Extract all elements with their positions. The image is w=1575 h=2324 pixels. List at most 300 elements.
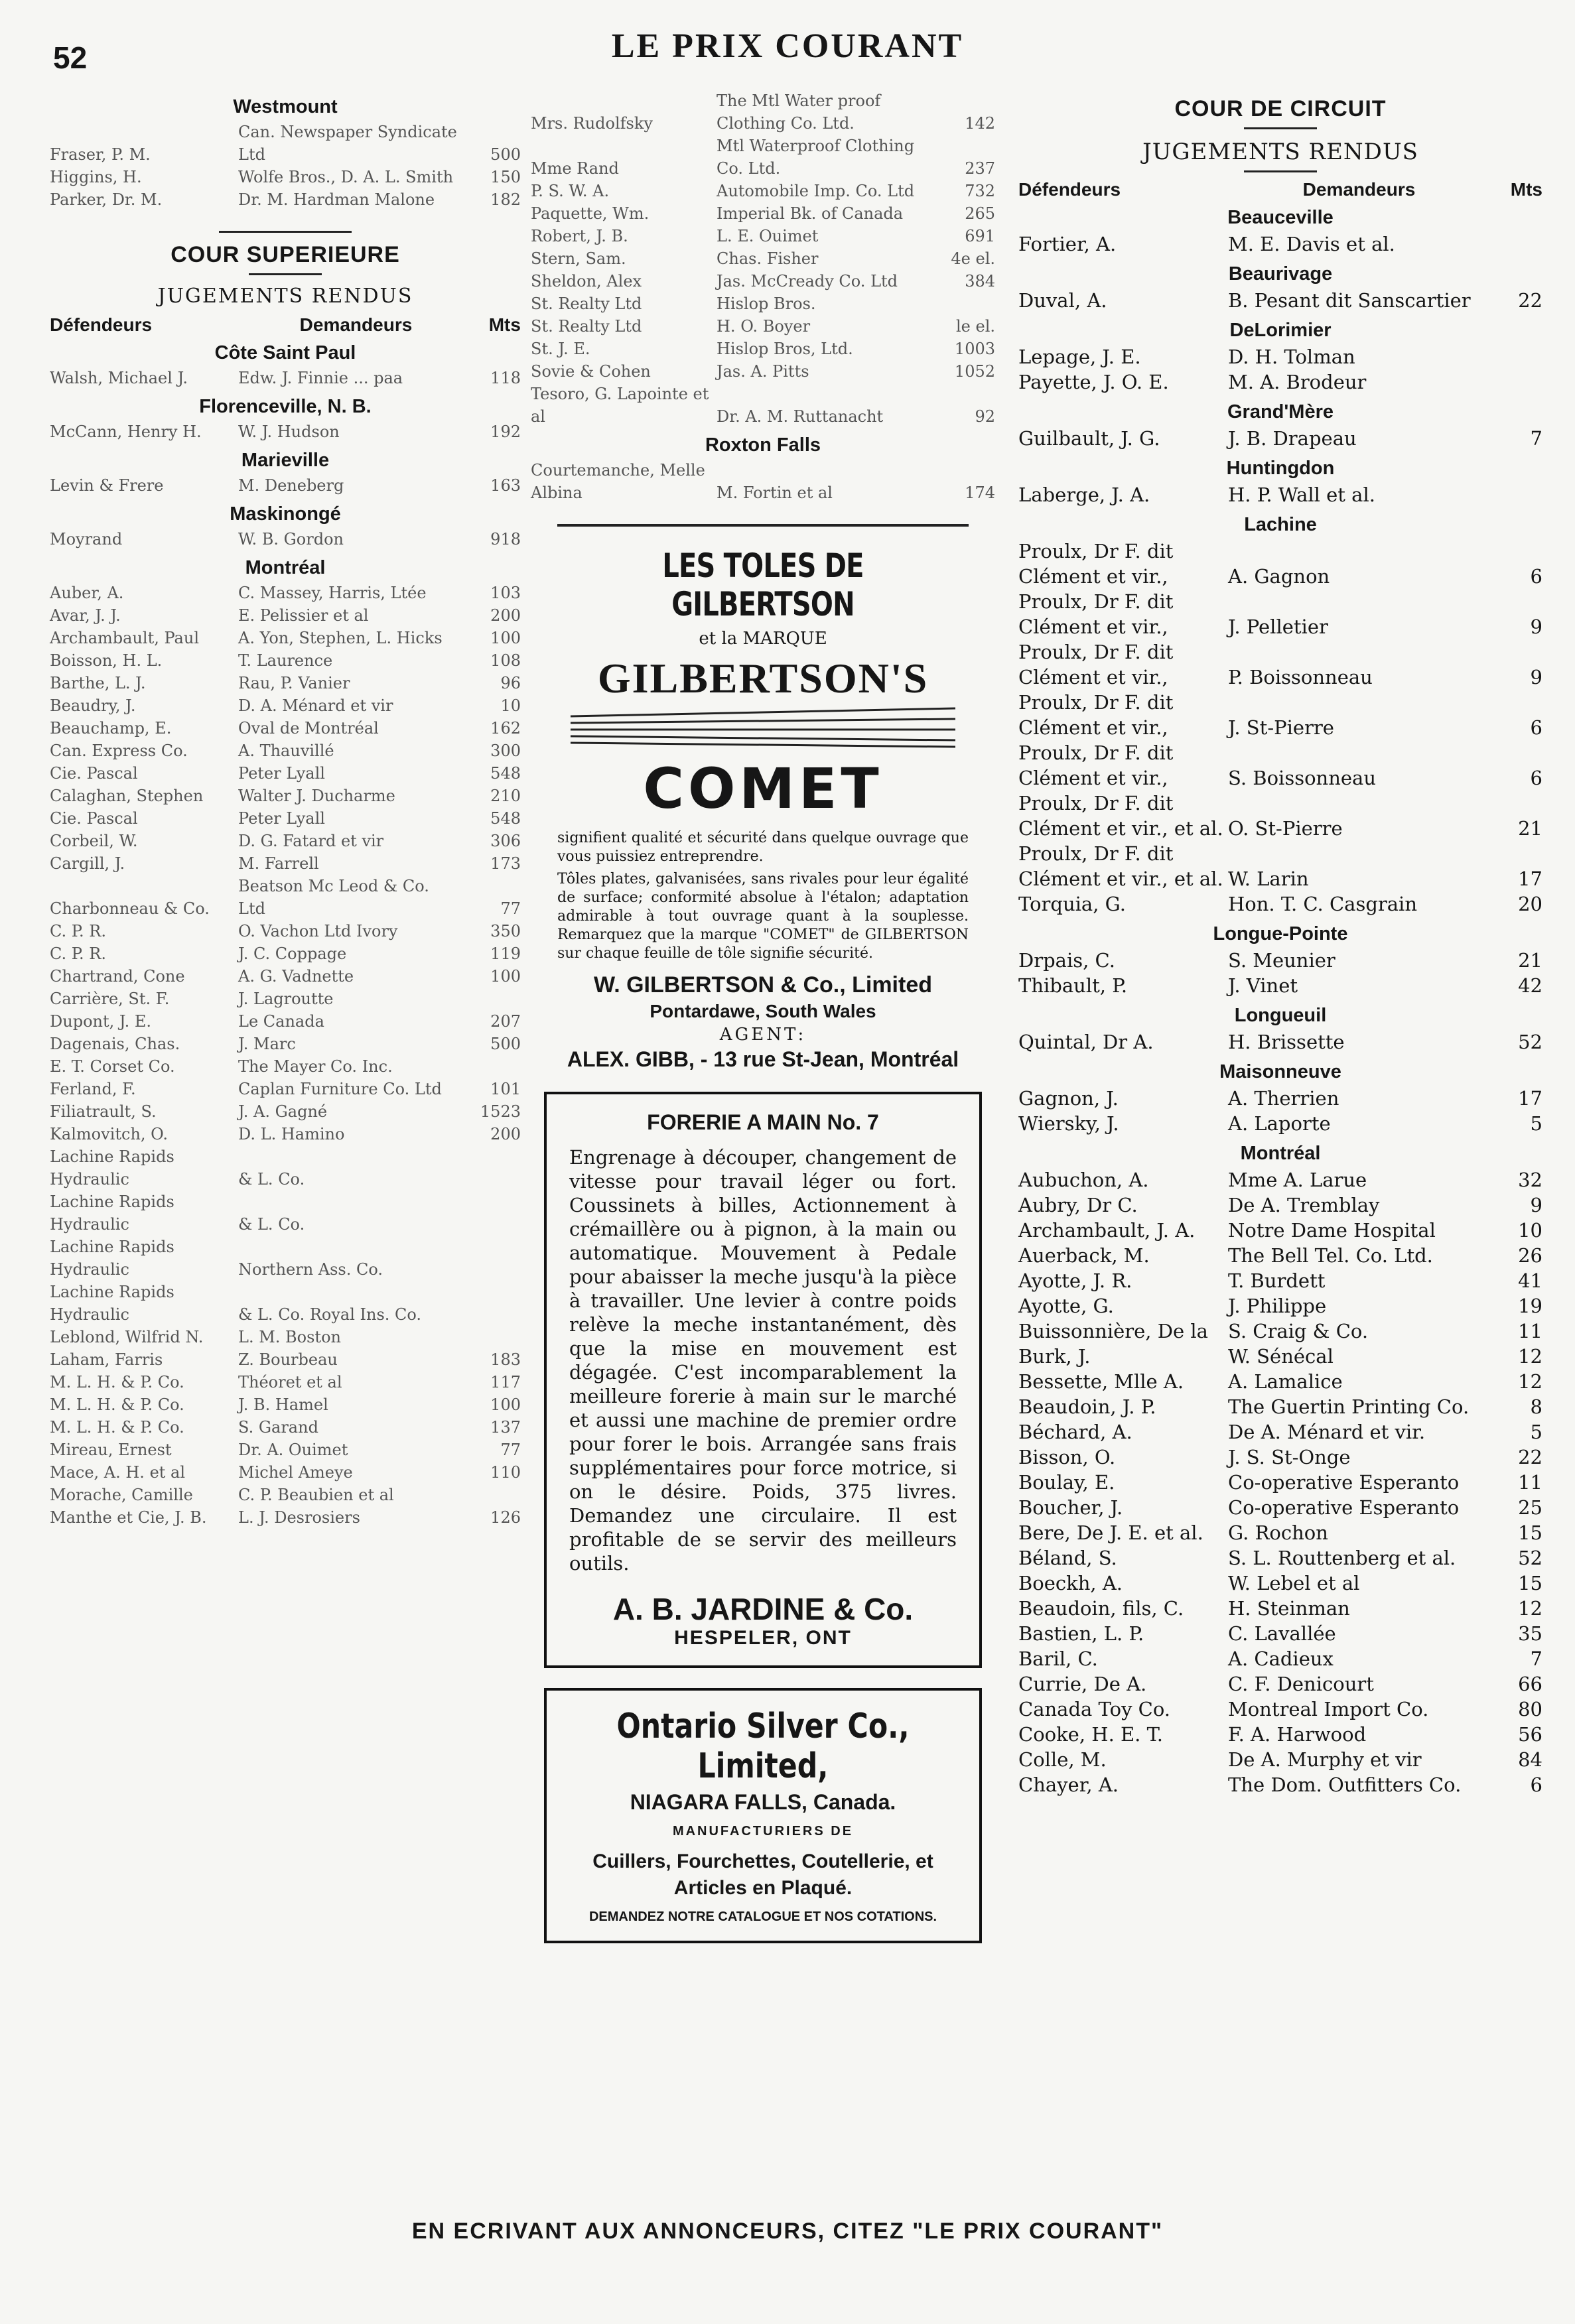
montant: 96 [500,674,521,692]
montant: 183 [490,1350,521,1369]
demandeur: Rau, P. Vanier [238,674,350,692]
demandeur: A. Yon, Stephen, L. Hicks [238,629,443,647]
montant: 150 [490,168,521,186]
defendeur: Aubry, Dr C. [1018,1194,1138,1216]
table-row [50,1416,521,1439]
comet-trail-graphic [557,703,969,749]
defendeur: Carrière, St. F. [50,990,170,1008]
demandeur: The Mtl Water proof Clothing Co. Ltd. [717,92,881,133]
defendeur: Béchard, A. [1018,1421,1132,1443]
demandeur: Northern Ass. Co. [238,1260,383,1279]
ad-paragraph: Tôles plates, galvanisées, sans rivales pour leur égalité de surface; conformité absolue à l'étalon; adaptation admirable à tout ouvrage quant à la souplesse. Remarquez que la marque "COMET" de GILBERTSON sur chaque feuille de tôle signifie sécurité. [557,871,969,962]
ontario-silver-ad [544,1688,982,1943]
demandeur: J. Vinet [1228,974,1298,997]
table-row [1018,1369,1542,1394]
table-row [1018,1394,1542,1419]
defendeur: Duval, A. [1018,289,1107,312]
defendeur: Higgins, H. [50,168,142,186]
place-heading: Florenceville, N. B. [199,396,372,417]
defendeur: Laberge, J. A. [1018,484,1150,506]
cour-circuit-title: COUR DE CIRCUIT [1174,96,1387,121]
montant: 8 [1530,1395,1542,1418]
defendeur: Buissonnière, De la [1018,1320,1208,1342]
defendeur: Kalmovitch, O. [50,1125,169,1143]
table-row [1018,1697,1542,1722]
demandeur: Wolfe Bros., D. A. L. Smith [238,168,454,186]
ad-paragraph: signifient qualité et sécurité dans quelque ouvrage que vous puissiez entreprendre. [557,830,969,865]
montant: 7 [1530,427,1542,450]
demandeur: E. Pelissier et al [238,606,369,625]
defendeur: M. L. H. & P. Co. [50,1418,184,1437]
defendeur: Boeckh, A. [1018,1572,1123,1594]
defendeur: St. J. E. [531,340,590,358]
table-row [50,121,521,166]
table-row [1018,1193,1542,1218]
montant: 52 [1518,1031,1542,1053]
defendeur: Lachine Rapids Hydraulic [50,1147,174,1189]
table-row [1018,1747,1542,1772]
defendeur: Levin & Frere [50,476,164,495]
montant: 548 [490,809,521,828]
table-row [1018,639,1542,690]
table-row [50,1461,521,1484]
demandeur: Hislop Bros, Ltd. [717,340,853,358]
montant: 548 [490,764,521,783]
demandeur: W. B. Gordon [238,530,344,549]
defendeur: McCann, Henry H. [50,422,202,441]
demandeur: Théoret et al [238,1373,342,1391]
table-row [531,459,995,504]
montant: 101 [490,1080,521,1098]
montant: 200 [490,1125,521,1143]
col-mts: Mts [1510,179,1542,200]
table-row [1018,539,1542,589]
montant: 691 [965,227,995,245]
defendeur: Lepage, J. E. [1018,346,1141,368]
montant: 1052 [954,362,995,381]
table-row [531,90,995,135]
defendeur: M. L. H. & P. Co. [50,1395,184,1414]
table-row [50,988,521,1010]
defendeur: Paquette, Wm. [531,204,650,223]
table-row [50,694,521,717]
defendeur: Proulx, Dr F. dit Clément et vir., et al. [1018,792,1223,840]
table-row [1018,1167,1542,1193]
montant: 6 [1530,565,1542,588]
demandeur: H. Brissette [1228,1031,1345,1053]
table-row [531,292,995,315]
table-row [50,627,521,649]
defendeur: Mireau, Ernest [50,1441,172,1459]
ad-body: Engrenage à découper, changement de vitesse pour travail léger ou fort. Coussinets à billes, Actionnement à crémaillère ou à pignon, à la main ou automatique. Mouvement à Pedale pour abaisser la meche jusqu'à la pièce à travailler. Une levier à contre poids relève la meche instantanément, dès que la mise en mouvement est dégagée. C'est incomparablement la meilleure forerie à main sur le marché et aussi une machine de premier ordre pour forer le bois. Arrangée sans frais supplémentaires pour force motrice, si on le désire. Poids, 375 livres. Demandez une circulaire. Il est profitable de se servir des meilleurs outils. [569,1146,957,1575]
montant: 25 [1518,1496,1542,1519]
montant: 306 [490,832,521,850]
table-row [50,807,521,830]
montant: 20 [1518,893,1542,915]
demandeur: A. Gagnon [1228,565,1330,588]
montant: 918 [490,530,521,549]
defendeur: Wiersky, J. [1018,1112,1119,1135]
defendeur: Canada Toy Co. [1018,1698,1171,1720]
demandeur: H. Steinman [1228,1597,1350,1620]
table-row [531,270,995,292]
demandeur: L. J. Desrosiers [238,1508,360,1527]
middle-column [531,90,995,1943]
ad-company: W. GILBERTSON & Co., Limited [594,972,932,998]
table-row [1018,1218,1542,1243]
place-heading: Montréal [1240,1143,1321,1164]
table-row [1018,1293,1542,1319]
ad-makers: MANUFACTURIERS DE [672,1824,854,1839]
demandeur: Co-operative Esperanto [1228,1471,1460,1494]
montant: 26 [1518,1244,1542,1267]
montant: 500 [490,1035,521,1053]
demandeur: A. Cadieux [1228,1647,1334,1670]
table-row [50,604,521,627]
montant: 9 [1530,615,1542,638]
ad-location: Pontardawe, South Wales [650,1001,876,1021]
demandeur: L. E. Ouimet [717,227,819,245]
demandeur: Peter Lyall [238,809,325,828]
montant: 12 [1518,1345,1542,1368]
col-demandeurs: Demandeurs [299,314,413,335]
place-heading: Maskinongé [230,503,341,525]
table-row [531,180,995,202]
demandeur: J. Pelletier [1228,615,1328,638]
table-row [50,1506,521,1529]
divider [249,273,322,275]
montant: 22 [1518,289,1542,312]
demandeur: Jas. McCready Co. Ltd [717,272,898,290]
defendeur: Béland, S. [1018,1547,1117,1569]
montant: 21 [1518,817,1542,840]
table-row [1018,1344,1542,1369]
table-row [50,1100,521,1123]
col-mts: Mts [488,314,521,335]
table-row [50,717,521,740]
table-row [50,1326,521,1348]
table-row [1018,1470,1542,1495]
montant: 80 [1518,1698,1542,1720]
table-row [1018,740,1542,791]
montant: 173 [490,854,521,873]
table-row [531,338,995,360]
demandeur: Co-operative Esperanto [1228,1496,1460,1519]
montant: 182 [490,190,521,209]
defendeur: Manthe et Cie, J. B. [50,1508,207,1527]
table-row [1018,1243,1542,1268]
montant: 32 [1518,1169,1542,1191]
defendeur: Beauchamp, E. [50,719,172,738]
montant: 7 [1530,1647,1542,1670]
montant: 9 [1530,1194,1542,1216]
montant: 41 [1518,1269,1542,1292]
demandeur: S. Craig & Co. [1228,1320,1369,1342]
page-number: 52 [53,40,88,75]
demandeur: M. A. Brodeur [1228,371,1367,393]
demandeur: Dr. A. M. Ruttanacht [717,407,884,426]
defendeur: Laham, Farris [50,1350,163,1369]
page-header [0,0,1575,80]
table-row [1018,1621,1542,1646]
defendeur: Gagnon, J. [1018,1087,1119,1110]
table-row [50,474,521,497]
demandeur: Jas. A. Pitts [717,362,809,381]
table-row [50,1123,521,1145]
demandeur: J. B. Hamel [238,1395,328,1414]
cour-superieure-title: COUR SUPERIEURE [171,242,400,267]
demandeur: A. Therrien [1228,1087,1339,1110]
defendeur: Cie. Pascal [50,809,138,828]
montant: 5 [1530,1112,1542,1135]
demandeur: S. L. Routtenberg et al. [1228,1547,1456,1569]
divider [219,231,352,233]
demandeur: Walter J. Ducharme [238,787,395,805]
demandeur: Caplan Furniture Co. Ltd [238,1080,442,1098]
demandeur: Dr. M. Hardman Malone [238,190,435,209]
defendeur: C. P. R. [50,922,107,940]
table-row [50,1371,521,1393]
table-row [1018,482,1542,507]
table-row [1018,1445,1542,1470]
defendeur: Can. Express Co. [50,742,188,760]
place-heading: Lachine [1244,514,1317,535]
demandeur: W. J. Hudson [238,422,340,441]
montant: 350 [490,922,521,940]
montant: 21 [1518,949,1542,972]
table-row [50,1033,521,1055]
demandeur: Hislop Bros. [717,294,816,313]
place-heading: Côte Saint Paul [214,342,356,363]
table-row [50,852,521,875]
demandeur: De A. Murphy et vir [1228,1748,1422,1771]
defendeur: Burk, J. [1018,1345,1091,1368]
westmount-rows [50,121,521,211]
defendeur: Baril, C. [1018,1647,1098,1670]
demandeur: H. O. Boyer [717,317,811,336]
table-row [1018,426,1542,451]
montant: le el. [955,317,995,336]
demandeur: Peter Lyall [238,764,325,783]
table-row [50,740,521,762]
defendeur: St. Realty Ltd [531,294,642,313]
montant: 6 [1530,716,1542,739]
demandeur: Z. Bourbeau [238,1350,338,1369]
demandeur: W. Larin [1228,868,1309,890]
defendeur: Boisson, H. L. [50,651,163,670]
demandeur: C. F. Denicourt [1228,1673,1374,1695]
table-row [50,1078,521,1100]
demandeur: Chas. Fisher [717,249,819,268]
defendeur: Lachine Rapids Hydraulic [50,1193,174,1234]
demandeur: De A. Ménard et vir. [1228,1421,1426,1443]
defendeur: Morache, Camille [50,1486,193,1504]
ad-brand: GILBERTSON'S [597,655,929,702]
montant: 137 [490,1418,521,1437]
place-heading: Beaurivage [1228,263,1333,285]
montant: 5 [1530,1421,1542,1443]
demandeur: The Dom. Outfitters Co. [1228,1774,1462,1796]
defendeur: Beaudoin, J. P. [1018,1395,1156,1418]
table-row [1018,841,1542,891]
table-row [1018,973,1542,998]
demandeur: W. Lebel et al [1228,1572,1360,1594]
ad-city: NIAGARA FALLS, Canada. [630,1790,896,1814]
montant: 15 [1518,1521,1542,1544]
demandeur: T. Laurence [238,651,333,670]
table-row [50,1010,521,1033]
demandeur: Edw. J. Finnie ... paa [238,369,403,387]
place-westmount: Westmount [233,96,338,117]
demandeur: D. A. Ménard et vir [238,696,393,715]
table-row [1018,690,1542,740]
montant: 1523 [480,1102,521,1121]
demandeur: Can. Newspaper Syndicate Ltd [238,123,457,164]
place-heading: Huntingdon [1226,458,1335,479]
defendeur: C. P. R. [50,944,107,963]
demandeur: T. Burdett [1228,1269,1326,1292]
place-heading: Maisonneuve [1219,1061,1341,1082]
demandeur: J. C. Coppage [238,944,347,963]
defendeur: Chartrand, Cone [50,967,185,986]
table-row [50,965,521,988]
defendeur: Proulx, Dr F. dit Clément et vir., [1018,540,1174,588]
montant: 35 [1518,1622,1542,1645]
montant: 6 [1530,767,1542,789]
defendeur: Lachine Rapids Hydraulic [50,1238,174,1279]
defendeur: Torquia, G. [1018,893,1127,915]
table-row [50,1484,521,1506]
defendeur: Currie, De A. [1018,1673,1147,1695]
montant: 174 [965,484,995,502]
demandeur: & L. Co. Royal Ins. Co. [238,1305,422,1324]
defendeur: Lachine Rapids Hydraulic [50,1283,174,1324]
demandeur: Le Canada [238,1012,324,1031]
montant: 100 [490,967,521,986]
table-row [1018,1029,1542,1055]
montant: 300 [490,742,521,760]
place-heading: Longue-Pointe [1213,923,1348,944]
montant: 265 [965,204,995,223]
montant: 56 [1518,1723,1542,1746]
demandeur: & L. Co. [238,1170,305,1189]
demandeur: J. S. St-Onge [1228,1446,1351,1468]
table-row [531,225,995,247]
right-column [1018,90,1542,1797]
montant: 162 [490,719,521,738]
table-header [1018,179,1542,200]
defendeur: Courtemanche, Melle Albina [531,461,705,502]
table-row [1018,344,1542,369]
demandeur: J. Marc [238,1035,296,1053]
montant: 100 [490,629,521,647]
montant: 22 [1518,1446,1542,1468]
demandeur: L. M. Boston [238,1328,341,1346]
montant: 500 [490,145,521,164]
table-row [1018,1722,1542,1747]
montant: 42 [1518,974,1542,997]
table-row [531,360,995,383]
demandeur: Mtl Waterproof Clothing Co. Ltd. [717,137,915,178]
table-row [50,528,521,550]
table-row [50,672,521,694]
defendeur: Tesoro, G. Lapointe et al [531,385,709,426]
montant: 110 [490,1463,521,1482]
table-row [50,1145,521,1191]
montant: 100 [490,1395,521,1414]
table-row [1018,369,1542,395]
montant: 210 [490,787,521,805]
table-row [50,875,521,920]
montant: 84 [1518,1748,1542,1771]
montant: 17 [1518,1087,1542,1110]
defendeur: Cie. Pascal [50,764,138,783]
demandeur: Montreal Import Co. [1228,1698,1429,1720]
ad-city: HESPELER, ONT [674,1627,852,1649]
defendeur: Ayotte, J. R. [1018,1269,1132,1292]
demandeur: Dr. A. Ouimet [238,1441,348,1459]
montant: 207 [490,1012,521,1031]
demandeur: H. P. Wall et al. [1228,484,1375,506]
demandeur: F. A. Harwood [1228,1723,1367,1746]
defendeur: Fortier, A. [1018,233,1117,255]
demandeur: C. P. Beaubien et al [238,1486,394,1504]
defendeur: Leblond, Wilfrid N. [50,1328,204,1346]
defendeur: Beaudoin, fils, C. [1018,1597,1184,1620]
montant: 103 [490,584,521,602]
table-row [50,166,521,188]
defendeur: Drpais, C. [1018,949,1115,972]
table-row [531,247,995,270]
defendeur: Moyrand [50,530,123,549]
place-roxton: Roxton Falls [705,434,821,456]
defendeur: Guilbault, J. G. [1018,427,1160,450]
montant: 52 [1518,1547,1542,1569]
place-heading: Grand'Mère [1227,401,1334,422]
montant: 10 [1518,1219,1542,1242]
table-row [1018,1111,1542,1136]
ad-items: Cuillers, Fourchettes, Coutellerie, et Articles en Plaqué. [592,1850,933,1899]
defendeur: Chayer, A. [1018,1774,1119,1796]
demandeur: S. Meunier [1228,949,1335,972]
defendeur: Beaudry, J. [50,696,136,715]
demandeur: The Guertin Printing Co. [1228,1395,1470,1418]
table-row [50,920,521,942]
defendeur: Sheldon, Alex [531,272,642,290]
demandeur: The Mayer Co. Inc. [238,1057,393,1076]
page-footer: EN ECRIVANT AUX ANNONCEURS, CITEZ "LE PRIX COURANT" [411,2219,1164,2244]
table-row [1018,1086,1542,1111]
demandeur: J. St-Pierre [1228,716,1334,739]
montant: 66 [1518,1673,1542,1695]
montant: 118 [490,369,521,387]
page-title: LE PRIX COURANT [611,27,964,65]
demandeur: Imperial Bk. of Canada [717,204,904,223]
defendeur: Stern, Sam. [531,249,626,268]
left-places [50,342,521,1529]
montant: 126 [490,1508,521,1527]
defendeur: Aubuchon, A. [1018,1169,1149,1191]
defendeur: Proulx, Dr F. dit Clément et vir., [1018,691,1174,739]
divider [1244,170,1317,172]
ad-agent-label: AGENT: [719,1025,807,1045]
demandeur: G. Rochon [1228,1521,1328,1544]
ad-comet: COMET [643,756,883,821]
defendeur: Payette, J. O. E. [1018,371,1169,393]
montant: 17 [1518,868,1542,890]
table-row [531,315,995,338]
montant: 200 [490,606,521,625]
